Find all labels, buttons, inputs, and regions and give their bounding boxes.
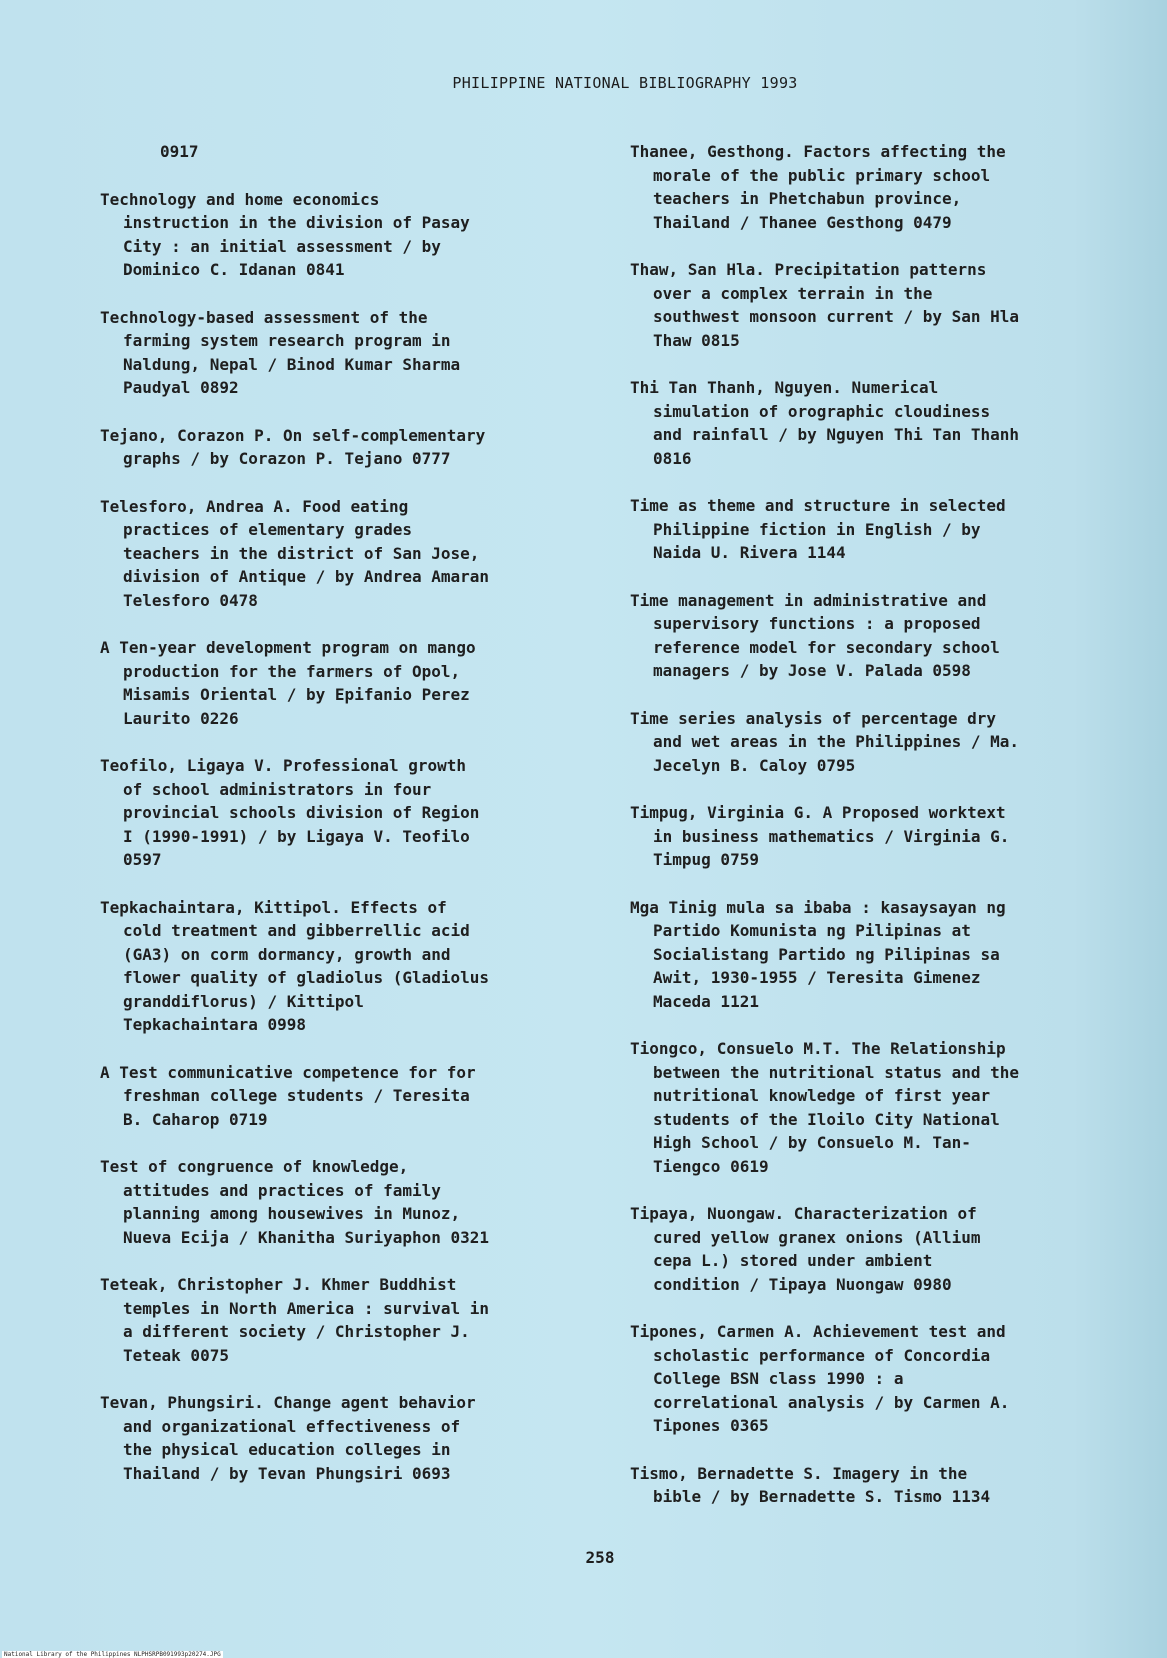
entry-number: 0917 xyxy=(160,142,199,161)
bibliography-entry: Test of congruence of knowledge, attitudes and practices of family planning among housewives in Munoz, Nueva Ecija / Khanitha Suriyaphon 0321 xyxy=(100,1157,490,1247)
bibliography-entry: Tepkachaintara, Kittipol. Effects of cold treatment and gibberrellic acid (GA3) on corm dormancy, growth and flower quality of gladiolus (Gladiolus granddiflorus) / Kittipol Tepkachaintara 0998 xyxy=(100,897,490,1034)
scan-footer: National Library of the Philippines NLPHSRPB091993p20274.JPG xyxy=(4,1651,221,1658)
right-column xyxy=(630,140,1155,1533)
bibliography-entry: Time as theme and structure in selected Philippine fiction in English / by Naida U. Rivera 1144 xyxy=(630,496,1006,562)
bibliography-entry: Time series analysis of percentage dry and wet areas in the Philippines / Ma. Jecelyn B. Caloy 0795 xyxy=(630,708,1020,775)
bibliography-entry: Thi Tan Thanh, Nguyen. Numerical simulation of orographic cloudiness and rainfall / by Nguyen Thi Tan Thanh 0816 xyxy=(630,378,1020,468)
page-header: PHILIPPINE NATIONAL BIBLIOGRAPHY 1993 xyxy=(452,74,798,92)
bibliography-entry: Tejano, Corazon P. On self-complementary graphs / by Corazon P. Tejano 0777 xyxy=(100,425,486,468)
bibliography-entry: Thanee, Gesthong. Factors affecting the morale of the public primary school teachers in Phetchabun province, Thailand / Thanee Gesthong 0479 xyxy=(630,142,1006,232)
bibliography-entry: Mga Tinig mula sa ibaba : kasaysayan ng Partido Komunista ng Pilipinas at Socialistang Partido ng Pilipinas sa Awit, 1930-1955 / Teresita Gimenez Maceda 1121 xyxy=(630,897,1006,1011)
bibliography-entry: Tipones, Carmen A. Achievement test and scholastic performance of Concordia College BSN class 1990 : a correlational analysis / by Carmen A. Tipones 0365 xyxy=(630,1322,1010,1435)
bibliography-entry: Technology-based assessment of the farming system research program in Naldung, Nepal / Binod Kumar Sharma Paudyal 0892 xyxy=(100,307,461,397)
bibliography-entry: Teteak, Christopher J. Khmer Buddhist temples in North America : survival in a different society / Christopher J. Teteak 0075 xyxy=(100,1275,490,1365)
bibliography-entry: A Ten-year development program on mango production for the farmers of Opol, Misamis Oriental / by Epifanio Perez Laurito 0226 xyxy=(100,638,476,728)
bibliography-entry: A Test communicative competence for for freshman college students / Teresita B. Caharop 0719 xyxy=(100,1062,476,1129)
bibliography-entry: Tevan, Phungsiri. Change agent behavior and organizational effectiveness of the physical education colleges in Thailand / by Tevan Phungsiri 0693 xyxy=(100,1393,476,1483)
bibliography-entry: Time management in administrative and supervisory functions : a proposed reference model for secondary school managers / by Jose V. Palada 0598 xyxy=(630,590,1000,680)
bibliography-entry: Tismo, Bernadette S. Imagery in the bible / by Bernadette S. Tismo 1134 xyxy=(630,1463,991,1506)
left-column xyxy=(100,140,600,1509)
bibliography-entry: Telesforo, Andrea A. Food eating practices of elementary grades teachers in the district of San Jose, division of Antique / by Andrea Amaran Telesforo 0478 xyxy=(100,496,490,610)
bibliography-entry: Timpug, Virginia G. A Proposed worktext in business mathematics / Virginia G. Timpug 0759 xyxy=(630,803,1010,869)
bibliography-entry: Teofilo, Ligaya V. Professional growth of school administrators in four provincial schools division of Region I (1990-1991) / by Ligaya V. Teofilo 0597 xyxy=(100,756,480,869)
bibliography-entry: Thaw, San Hla. Precipitation patterns over a complex terrain in the southwest monsoon current / by San Hla Thaw 0815 xyxy=(630,260,1020,350)
bibliography-entry: Tiongco, Consuelo M.T. The Relationship between the nutritional status and the nutritional knowledge of first year students of the Iloilo City National High School / by Consuelo M. Tan- Tiengco 0619 xyxy=(630,1039,1020,1176)
page-number: 258 xyxy=(585,1548,615,1567)
bibliography-entry: Technology and home economics instruction in the division of Pasay City : an initial assessment / by Dominico C. Idanan 0841 xyxy=(100,189,470,279)
bibliography-entry: Tipaya, Nuongaw. Characterization of cured yellow granex onions (Allium cepa L.) stored under ambient condition / Tipaya Nuongaw 0980 xyxy=(630,1204,981,1294)
